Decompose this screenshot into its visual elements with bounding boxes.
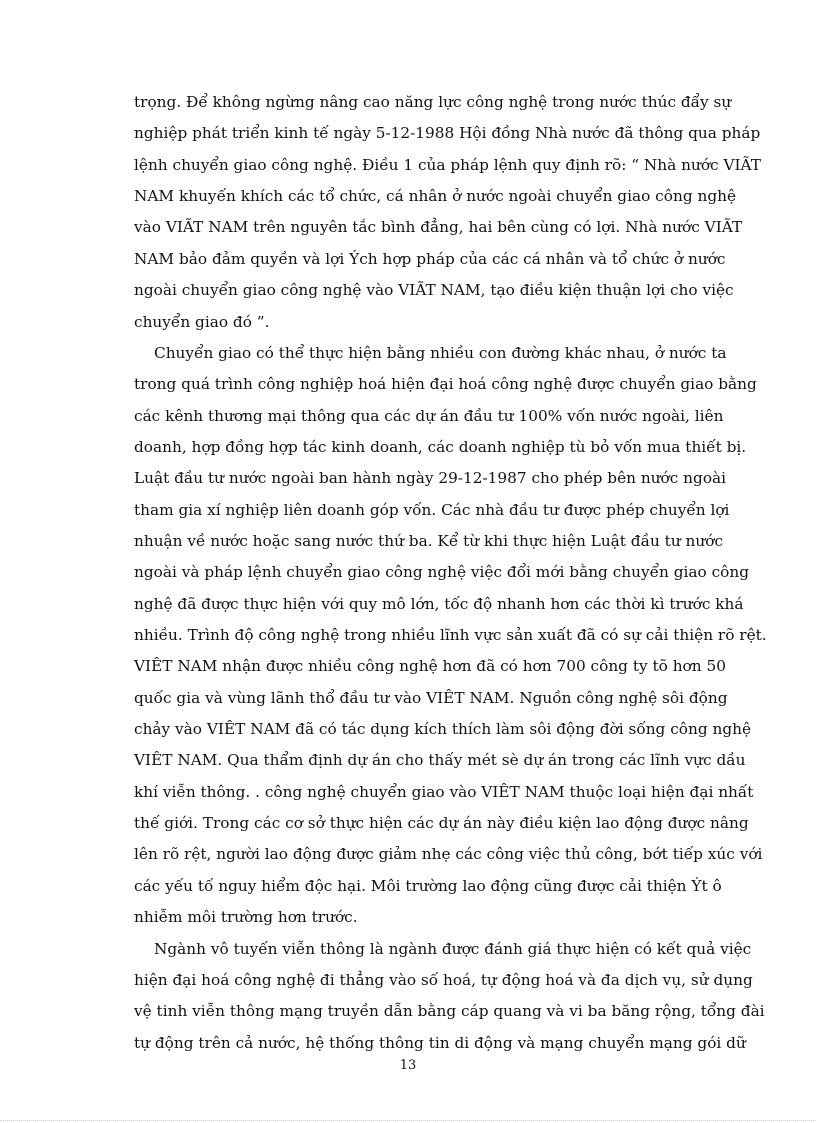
text-line: ngoài và pháp lệnh chuyển giao công nghệ việc đổi mới bằng chuyển giao công — [134, 563, 750, 582]
text-line: nghệ đã được thực hiện với quy mô lớn, tốc độ nhanh hơn các thời kì trước khá — [134, 594, 744, 613]
text-line: doanh, hợp đồng hợp tác kinh doanh, các doanh nghiệp tù bỏ vốn mua thiết bị. — [134, 437, 747, 456]
text-line: hiện đại hoá công nghệ đi thẳng vào số hoá, tự động hoá và đa dịch vụ, sử dụng — [134, 970, 753, 989]
text-line: vào VIÃT NAM trên nguyên tắc bình đẳng, hai bên cùng có lợi. Nhà nước VIÃT — [134, 218, 743, 237]
text-line: quốc gia và vùng lãnh thổ đầu tư vào VIÊT NAM. Nguồn công nghệ sôi động — [134, 688, 728, 707]
text-line: tự động trên cả nước, hệ thống thông tin di động và mạng chuyển mạng gói dữ — [134, 1033, 746, 1052]
text-line: VIÊT NAM. Qua thẩm định dự án cho thấy mét sè dự án trong các lĩnh vực dầu — [134, 751, 746, 770]
page-bottom-border — [0, 1120, 816, 1121]
text-line: tham gia xí nghiệp liên doanh góp vốn. Các nhà đầu tư được phép chuyển lợi — [134, 500, 730, 519]
text-line: lên rõ rệt, người lao động được giảm nhẹ các công việc thủ công, bớt tiếp xúc với — [134, 845, 763, 864]
text-line: lệnh chuyển giao công nghệ. Điều 1 của pháp lệnh quy định rõ: “ Nhà nước VIÃT — [134, 155, 761, 174]
text-line: Ngành vô tuyến viễn thông là ngành được đánh giá thực hiện có kết quả việc — [154, 939, 752, 958]
text-line: VIÊT NAM nhận được nhiều công nghệ hơn đã có hơn 700 công ty tõ hơn 50 — [134, 657, 726, 676]
text-line: các yếu tố nguy hiểm độc hại. Môi trường lao động cũng được cải thiện Ýt ô — [134, 876, 722, 895]
text-line: nghiệp phát triển kinh tế ngày 5-12-1988 Hội đồng Nhà nước đã thông qua pháp — [134, 124, 761, 143]
text-line: vệ tinh viễn thông mạng truyền dẫn bằng cáp quang và vi ba băng rộng, tổng đài — [134, 1002, 765, 1021]
text-line: các kênh thương mại thông qua các dự án đầu tư 100% vốn nước ngoài, liên — [134, 406, 724, 425]
text-line: NAM khuyến khích các tổ chức, cá nhân ở nước ngoài chuyển giao công nghệ — [134, 187, 737, 206]
text-line: chảy vào VIÊT NAM đã có tác dụng kích thích làm sôi động đời sống công nghệ — [134, 720, 752, 738]
text-line: nhuận về nước hoặc sang nước thứ ba. Kể từ khi thực hiện Luật đầu tư nước — [134, 531, 724, 550]
text-line: khí viễn thông. . công nghệ chuyển giao vào VIÊT NAM thuộc loại hiện đại nhất — [134, 782, 754, 801]
text-line: trong quá trình công nghiệp hoá hiện đại hoá công nghệ được chuyển giao bằng — [134, 375, 757, 394]
text-line: chuyển giao đó ”. — [134, 312, 270, 331]
text-line: trọng. Để không ngừng nâng cao năng lực công nghệ trong nước thúc đẩy sự — [134, 93, 732, 111]
page-number: 13 — [399, 1058, 417, 1073]
text-line: Luật đầu tư nước ngoài ban hành ngày 29-12-1987 cho phép bên nước ngoài — [134, 469, 727, 488]
text-line: NAM bảo đảm quyền và lợi Ých hợp pháp của các cá nhân và tổ chức ở nước — [134, 249, 726, 268]
text-line: ngoài chuyển giao công nghệ vào VIÃT NAM, tạo điều kiện thuận lợi cho việc — [134, 281, 734, 300]
text-line: Chuyển giao có thể thực hiện bằng nhiều con đường khác nhau, ở nước ta — [154, 343, 727, 362]
text-line: nhiễm môi trường hơn trước. — [134, 908, 358, 927]
text-line: thế giới. Trong các cơ sở thực hiện các dự án này điều kiện lao động được nâng — [134, 814, 749, 833]
text-line: nhiều. Trình độ công nghệ trong nhiều lĩnh vực sản xuất đã có sự cải thiện rõ rệt. — [134, 626, 767, 644]
